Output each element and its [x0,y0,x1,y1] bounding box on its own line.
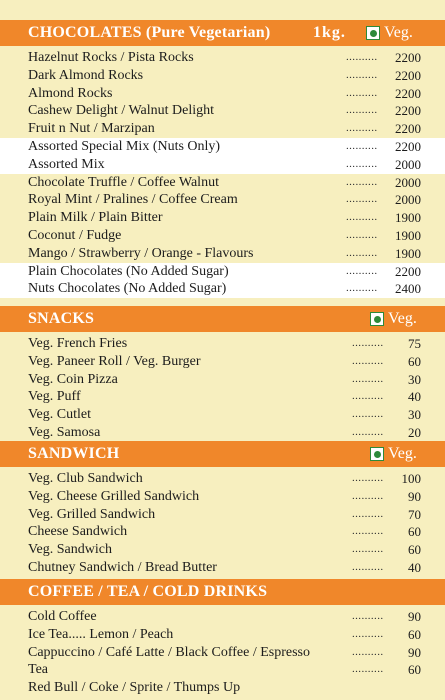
item-name: Chutney Sandwich / Bread Butter [28,559,217,575]
item-name: Veg. Coin Pizza [28,371,118,387]
menu-item [0,227,445,245]
leader-dots: .......... [346,175,378,188]
item-price: 1900 [395,245,421,261]
veg-symbol-icon [370,447,384,461]
item-name: Almond Rocks [28,85,113,101]
item-price: 90 [408,644,421,660]
item-name: Cold Coffee [28,609,97,624]
leader-dots: .......... [352,489,384,502]
leader-dots: .......... [346,228,378,241]
veg-marker [370,310,417,328]
veg-label: Veg. [388,445,417,462]
menu-section [0,20,445,298]
leader-dots: .......... [352,543,384,556]
item-price: 2400 [395,281,421,297]
leader-dots: .......... [346,51,378,63]
item-price: 2000 [395,192,421,208]
item-price: 40 [408,559,421,575]
leader-dots: .......... [352,645,384,658]
item-name: Tea [28,662,49,678]
menu-item [0,559,445,577]
item-name: Ice Tea..... Lemon / Peach [28,626,174,642]
menu-item [0,138,445,156]
menu-item [0,49,445,67]
item-name: Veg. French Fries [28,336,128,351]
item-price: 30 [408,407,421,423]
item-name: Dark Almond Rocks [28,67,144,83]
leader-dots: .......... [346,193,378,206]
item-name: Red Bull / Coke / Sprite / Thumps Up [28,680,241,696]
leader-dots: .......... [346,104,378,117]
item-name: Veg. Cutlet [28,407,91,423]
item-name: Cashew Delight / Walnut Delight [28,103,215,119]
item-list [0,608,445,697]
menu-item [0,470,445,488]
item-name: Royal Mint / Pralines / Coffee Cream [28,192,238,208]
menu-item [0,679,445,697]
item-name: Nuts Chocolates (No Added Sugar) [28,281,227,297]
item-price: 100 [401,471,421,486]
item-price: 1900 [395,210,421,226]
menu-item [0,644,445,662]
item-list [0,470,445,577]
leader-dots: .......... [352,507,384,520]
item-price: 2000 [395,174,421,190]
item-name: Veg. Puff [28,389,81,405]
menu-item [0,209,445,227]
menu-item [0,67,445,85]
section-header [0,20,445,46]
item-name: Veg. Sandwich [28,542,112,558]
item-name: Fruit n Nut / Marzipan [28,121,155,137]
menu-item [0,156,445,174]
menu-item [0,335,445,353]
veg-label: Veg. [388,310,417,327]
leader-dots: .......... [352,425,384,438]
item-price: 2200 [395,50,421,65]
veg-label: Veg. [384,24,413,41]
item-name: Cheese Sandwich [28,524,128,540]
leader-dots: .......... [346,264,378,277]
leader-dots: .......... [352,390,384,403]
item-price: 30 [408,371,421,387]
section-header [0,579,445,605]
menu-item [0,406,445,424]
menu-section [0,306,445,442]
item-price: 2200 [395,138,421,154]
item-price: 70 [408,506,421,522]
item-price: 2200 [395,103,421,119]
item-price: 60 [408,662,421,678]
menu-item [0,661,445,679]
item-name: Veg. Club Sandwich [28,471,143,486]
item-name: Assorted Mix [28,156,105,172]
menu-item [0,263,445,281]
leader-dots: .......... [352,354,384,367]
leader-dots: .......... [352,472,384,484]
section-title: COFFEE / TEA / COLD DRINKS [28,583,268,600]
menu-section [0,579,445,697]
menu-item [0,488,445,506]
item-price: 1900 [395,227,421,243]
menu-item [0,523,445,541]
leader-dots: .......... [346,122,378,135]
leader-dots: .......... [346,211,378,224]
section-header [0,441,445,467]
veg-dot-icon [374,451,381,458]
item-name: Plain Chocolates (No Added Sugar) [28,263,229,279]
item-price: 2200 [395,263,421,279]
item-name: Cappuccino / Café Latte / Black Coffee / Espresso [28,644,310,660]
item-name: Hazelnut Rocks / Pista Rocks [28,50,194,65]
menu-item [0,280,445,298]
item-price: 60 [408,626,421,642]
leader-dots: .......... [352,525,384,538]
menu-item [0,353,445,371]
item-name: Coconut / Fudge [28,227,122,243]
leader-dots: .......... [346,86,378,99]
item-name: Assorted Special Mix (Nuts Only) [28,138,221,154]
menu-item [0,102,445,120]
leader-dots: .......... [346,246,378,259]
veg-dot-icon [374,316,381,323]
menu-section [0,441,445,577]
item-list [0,49,445,298]
leader-dots: .......... [352,663,384,676]
menu-item [0,120,445,138]
leader-dots: .......... [352,408,384,421]
item-name: Veg. Grilled Sandwich [28,506,156,522]
item-price: 90 [408,488,421,504]
menu-item [0,388,445,406]
item-price: 2000 [395,156,421,172]
veg-symbol-icon [370,312,384,326]
item-name: Veg. Samosa [28,424,101,440]
menu-item [0,85,445,103]
veg-marker [370,445,417,463]
leader-dots: .......... [352,627,384,640]
item-price: 60 [408,524,421,540]
veg-marker [366,24,413,42]
item-price: 2200 [395,121,421,137]
section-title: SNACKS [28,310,95,327]
leader-dots: .......... [346,157,378,170]
item-price: 2200 [395,85,421,101]
menu-item [0,424,445,442]
item-price: 2200 [395,67,421,83]
item-name: Veg. Cheese Grilled Sandwich [28,488,200,504]
leader-dots: .......... [352,560,384,573]
menu-item [0,245,445,263]
menu-item [0,541,445,559]
item-price: 60 [408,353,421,369]
section-title: CHOCOLATES (Pure Vegetarian) [28,24,271,41]
item-name: Chocolate Truffle / Coffee Walnut [28,174,219,190]
veg-dot-icon [370,30,377,37]
menu-item [0,174,445,192]
leader-dots: .......... [346,282,378,295]
section-title: SANDWICH [28,445,120,462]
section-header [0,306,445,332]
menu-item [0,371,445,389]
item-name: Plain Milk / Plain Bitter [28,210,163,226]
menu-item [0,506,445,524]
item-name: Veg. Paneer Roll / Veg. Burger [28,353,201,369]
item-name: Mango / Strawberry / Orange - Flavours [28,245,254,261]
item-price: 60 [408,542,421,558]
unit-label: 1kg. [313,24,346,41]
menu-item [0,191,445,209]
menu-item [0,626,445,644]
leader-dots: .......... [346,139,378,152]
leader-dots: .......... [352,337,384,349]
leader-dots: .......... [352,610,384,622]
veg-symbol-icon [366,26,380,40]
item-price: 40 [408,389,421,405]
menu-item [0,608,445,626]
item-price: 90 [408,609,421,624]
leader-dots: .......... [346,68,378,81]
item-list [0,335,445,442]
item-price: 20 [408,424,421,440]
item-price: 75 [408,336,421,351]
leader-dots: .......... [352,372,384,385]
